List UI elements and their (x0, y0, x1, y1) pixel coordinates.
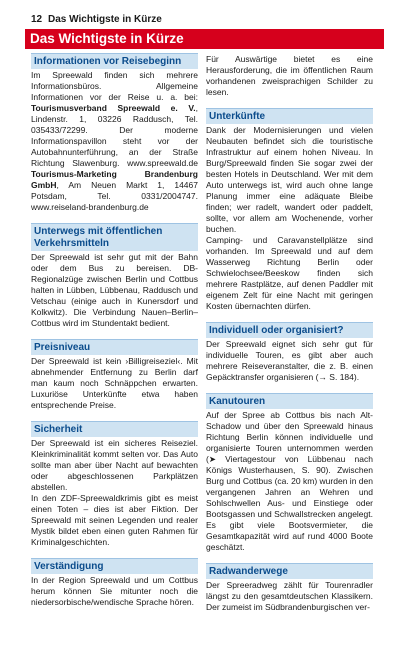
continued-text (206, 54, 373, 98)
section-unterkuenfte (206, 108, 373, 312)
section-heading: Unterkünfte (206, 108, 373, 124)
right-column (206, 53, 373, 613)
section-heading: Radwanderwege (206, 563, 373, 579)
paragraph: Dank der Modernisierungen und vielen Neubauten befindet sich die touristische Infrastruktur auf einem hohen Niveau. In Burg/Spreewald finden Sie sogar zwei der besten Hotels in Deutschland. Wer mit dem Auto unterwegs ist, wird auch ohne lange Planung immer eine adäquate Bleibe finden; wer radelt, wandert oder paddelt, sollte, vor allem am Wochenende, vorher buchen. (206, 125, 373, 234)
section-preisniveau (31, 339, 198, 411)
section-body (31, 252, 198, 329)
section-body (31, 356, 198, 411)
section-heading: Individuell oder organisiert? (206, 322, 373, 338)
section-body (206, 125, 373, 312)
section-body (31, 70, 198, 213)
organization-name: Tourismusverband Spreewald e. V. (31, 103, 196, 113)
section-heading: Informationen vor Reisebeginn (31, 53, 198, 69)
paragraph: Auf der Spree ab Cottbus bis nach Alt-Schadow und über den Spreewald hinaus Richtung Berlin können individuelle und organisierte Touren unternommen werden (➤ Viertagestour von Lübbenau nach Königs Wusterhausen, S. 90). Zwischen Burg und Cottbus (ca. 20 km) wurden in den vergangenen Jahren an Wehren und Sohlschwellen Aus- und Einstiege oder Bootsgassen und Schwallstrecken angelegt. Es gibt viele Bootsvermieter, die Gesamtkapazität wird auf rund 4000 Boote geschätzt. (206, 410, 373, 552)
section-body (31, 438, 198, 548)
section-heading: Preisniveau (31, 339, 198, 355)
section-heading: Sicherheit (31, 421, 198, 437)
section-radwanderwege (206, 563, 373, 613)
paragraph: In den ZDF-Spreewaldkrimis gibt es meist einen Toten – dies ist aber Fiktion. Der Spreewald mit seinen Legenden und realer Mystik bildet eben einen guten Rahmen für Kriminalgeschichten. (31, 493, 198, 547)
section-verstaendigung (31, 558, 198, 608)
section-heading: Unterwegs mit öffentlichen Verkehrsmitteln (31, 223, 198, 251)
section-heading: Kanutouren (206, 393, 373, 409)
running-head: Das Wichtigste in Kürze (48, 14, 162, 25)
paragraph: Camping- und Caravanstellplätze sind vorhanden. Im Spreewald und auf dem Wasserweg Richtung Berlin oder Schwielochsee/Beeskow finden sich mehrere Rastplätze, auf denen Paddler mit eigenem Zelt für eine Nacht mit geringen Kosten übernachten dürfen. (206, 235, 373, 311)
paragraph: Im Spreewald finden sich mehrere Informationsbüros. Allgemeine Informationen vor der Reise u. a. bei: (31, 70, 198, 102)
paragraph: , Am Neuen Markt 1, 14467 Potsdam, Tel. 0331/2004747. www.reiseland-brandenburg.de (31, 180, 198, 212)
section-sicherheit (31, 421, 198, 548)
section-unterwegs (31, 223, 198, 329)
section-kanutouren (206, 393, 373, 553)
paragraph: , Lindenstr. 1, 03226 Raddusch, Tel. 035433/72299. Der moderne Informationspavillon steht vor der Autobahnunterführung, an der Straße Richtung Slawenburg. www.spreewald.de (31, 103, 198, 168)
paragraph: In der Region Spreewald und um Cottbus herum können Sie mitunter noch die niedersorbische/wendische Sprache hören. (31, 575, 198, 607)
paragraph: Der Spreewald ist sehr gut mit der Bahn oder dem Bus zu bereisen. DB-Regionalzüge zwischen Berlin und Cottbus halten in Lübben, Lübbenau, Raddusch und Vetschau (einige auch in Kunersdorf und Kolkwitz). Die Verbindung Nauen–Berlin–Cottbus wird im Stundentakt bedient. (31, 252, 198, 328)
section-heading: Verständigung (31, 558, 198, 574)
section-body (206, 580, 373, 613)
paragraph: Für Auswärtige bietet es eine Herausforderung, die im öffentlichen Raum vorhandenen zweisprachigen Schilder zu lesen. (206, 54, 373, 97)
section-body (206, 410, 373, 553)
page-number: 12 (31, 14, 43, 25)
paragraph: Der Spreeradweg zählt für Tourenradler längst zu den gesamtdeutschen Klassikern. Der zumeist im Südbrandenburgischen ver- (206, 580, 373, 612)
section-individuell (206, 322, 373, 383)
page-title: Das Wichtigste in Kürze (30, 31, 184, 46)
section-body (31, 575, 198, 608)
organization-name: Tourismus-Marketing Brandenburg GmbH (31, 169, 198, 190)
section-body (206, 339, 373, 383)
paragraph: Der Spreewald ist ein sicheres Reiseziel. Kleinkriminalität kommt selten vor. Das Auto sollte man aber über Nacht auf bewachten oder abgeschlossenen Parkplätzen abstellen. (31, 438, 198, 492)
paragraph: Der Spreewald eignet sich sehr gut für individuelle Touren, es gibt aber auch mehrere Reiseveranstalter, die z. B. einen Gepäcktransfer organisieren (→ S. 184). (206, 339, 373, 382)
paragraph: Der Spreewald ist kein ›Billigreiseziel‹. Mit abnehmender Entfernung zu Berlin darf man kaum noch Schnäppchen erwarten. Luxuriöse Unterkünfte etwa haben entsprechende Preise. (31, 356, 198, 410)
section-info (31, 53, 198, 213)
left-column (31, 53, 198, 608)
